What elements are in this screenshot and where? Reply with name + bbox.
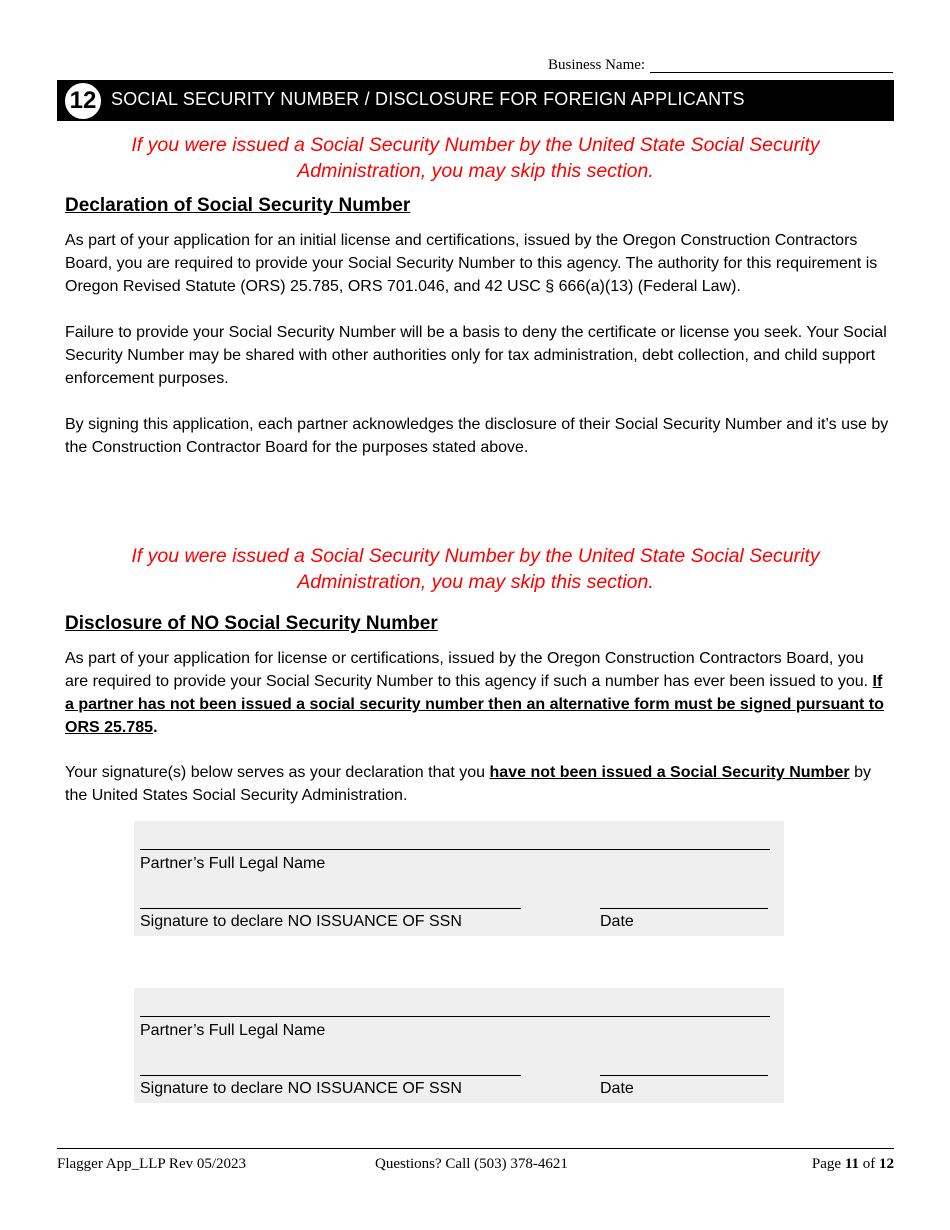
signature-field[interactable] — [140, 1055, 521, 1076]
declaration-paragraph-1: As part of your application for an initial license and certifications, issued by the Oregon Construction Contractors Board, you are required to provide your Social Security Number to this agency. The authority for this requirement is Oregon Revised Statute (ORS) 25.785, ORS 701.046, and 42 USC § 666(a)(13) (Federal Law). — [65, 232, 878, 295]
business-name-label: Business Name: — [548, 57, 646, 73]
footer-divider — [57, 1148, 894, 1149]
skip-notice-1 — [57, 132, 894, 184]
date-label: Date — [600, 1080, 634, 1097]
skip-notice-line1: If you were issued a Social Security Number by the United State Social Security — [131, 545, 820, 567]
declaration-heading: Declaration of Social Security Number — [65, 195, 411, 216]
signature-field[interactable] — [140, 888, 521, 909]
business-name-field[interactable] — [650, 72, 893, 73]
disclosure-p2-start: Your signature(s) below serves as your declaration that you — [65, 764, 490, 781]
disclosure-body — [65, 647, 890, 807]
signature-block-1 — [134, 821, 784, 936]
section-title: SOCIAL SECURITY NUMBER / DISCLOSURE FOR FOREIGN APPLICANTS — [111, 89, 745, 109]
page-total: 12 — [879, 1156, 894, 1172]
skip-notice-line2: Administration, you may skip this section. — [297, 571, 654, 593]
disclosure-paragraph-2 — [65, 761, 890, 807]
page-of: of — [859, 1156, 879, 1172]
date-field[interactable] — [600, 888, 768, 909]
partner-name-field[interactable] — [140, 829, 770, 850]
declaration-paragraph-2: Failure to provide your Social Security Number will be a basis to deny the certificate or license you seek. Your Social Security Number may be shared with other authorities only for tax administration, debt collection, and child support enforcement purposes. — [65, 324, 887, 387]
partner-name-field[interactable] — [140, 996, 770, 1017]
disclosure-p1-end: . — [153, 719, 158, 736]
declaration-body — [65, 229, 890, 459]
date-field[interactable] — [600, 1055, 768, 1076]
disclosure-p1-text: As part of your application for license or certifications, issued by the Oregon Construction Contractors Board, you are required to provide your Social Security Number to this agency if such a number has ever been issued to you. — [65, 650, 873, 690]
disclosure-p1-bold: If a partner has not been issued a social security number then an alternative form must be signed pursuant to ORS 25.785 — [65, 673, 884, 736]
date-label: Date — [600, 913, 634, 930]
disclosure-paragraph-1 — [65, 647, 890, 739]
footer-questions: Questions? Call (503) 378-4621 — [375, 1156, 568, 1172]
signature-label: Signature to declare NO ISSUANCE OF SSN — [140, 913, 462, 930]
signature-block-2 — [134, 988, 784, 1103]
declaration-paragraph-3: By signing this application, each partner acknowledges the disclosure of their Social Security Number and it’s use by the Construction Contractor Board for the purposes stated above. — [65, 416, 889, 456]
partner-name-label: Partner’s Full Legal Name — [140, 1022, 326, 1039]
skip-notice-2 — [57, 543, 894, 595]
footer-form-id: Flagger App_LLP Rev 05/2023 — [57, 1156, 247, 1172]
section-header — [57, 80, 894, 121]
disclosure-heading: Disclosure of NO Social Security Number — [65, 613, 438, 634]
skip-notice-line2: Administration, you may skip this section. — [297, 160, 654, 182]
page-prefix: Page — [811, 1156, 845, 1172]
disclosure-p2-end: by the United States Social Security Administration. — [65, 764, 871, 804]
skip-notice-line1: If you were issued a Social Security Number by the United State Social Security — [131, 134, 820, 156]
footer-page-number — [780, 1156, 894, 1173]
disclosure-p2-bold: have not been issued a Social Security Number — [489, 764, 850, 781]
page-current: 11 — [844, 1156, 859, 1172]
signature-label: Signature to declare NO ISSUANCE OF SSN — [140, 1080, 462, 1097]
partner-name-label: Partner’s Full Legal Name — [140, 855, 326, 872]
section-number-badge: 12 — [63, 81, 103, 121]
